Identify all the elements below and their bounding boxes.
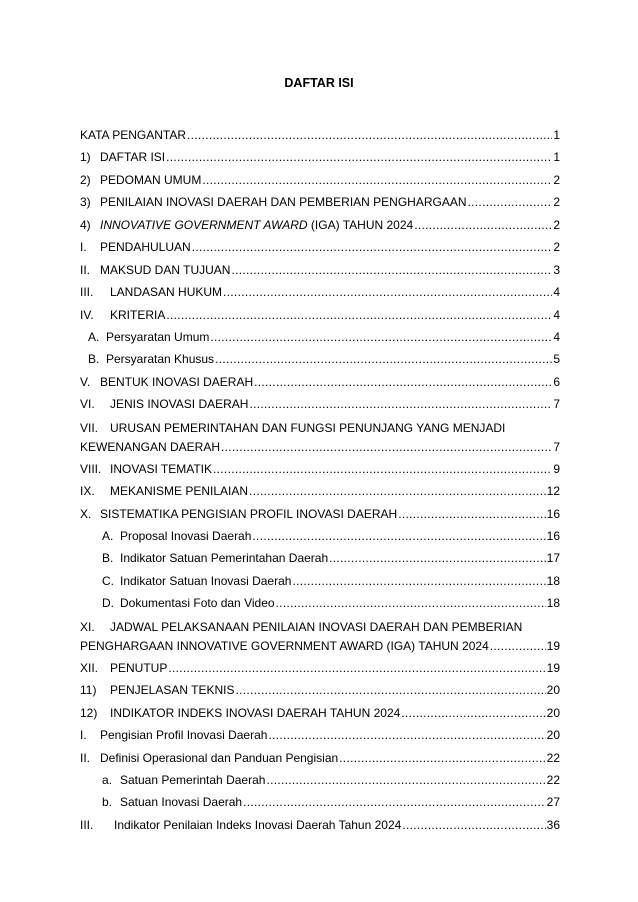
toc-entry-urusan-pemerintahan[interactable] — [80, 420, 560, 456]
toc-number: III. — [80, 285, 94, 300]
toc-label: INOVASI TEMATIK — [110, 461, 213, 476]
toc-dot-leader — [252, 529, 545, 543]
toc-number: C. — [102, 573, 114, 588]
toc-label: PENDAHULUAN — [100, 240, 191, 255]
toc-page-number: 5 — [553, 352, 560, 367]
toc-entry-inovasi-tematik[interactable] — [80, 462, 560, 476]
toc-label: PENGHARGAAN INNOVATIVE GOVERNMENT AWARD (IGA) TAHUN 2024 — [80, 638, 489, 653]
toc-dot-leader — [402, 818, 545, 832]
toc-label: PENJELASAN TEKNIS — [110, 683, 235, 698]
toc-page-number: 2 — [553, 217, 560, 232]
toc-number: A. — [102, 529, 114, 543]
toc-entry-mekanisme-penilaian[interactable] — [80, 484, 560, 498]
toc-dot-leader — [213, 462, 552, 476]
toc-page-number: 2 — [553, 195, 560, 210]
toc-number: IV. — [80, 307, 94, 322]
toc-entry-bentuk-inovasi[interactable] — [80, 375, 560, 389]
toc-dot-leader — [187, 128, 552, 142]
toc-number: 12) — [80, 705, 98, 720]
toc-page-number: 17 — [546, 551, 560, 566]
toc-page-number: 7 — [553, 439, 560, 454]
toc-entry-indikator-penilaian[interactable] — [80, 818, 560, 832]
toc-label: Indikator Satuan Inovasi Daerah — [120, 573, 292, 588]
toc-entry-persyaratan-khusus[interactable] — [80, 352, 560, 366]
toc-entry-daftar-isi[interactable] — [80, 150, 560, 164]
toc-label: Dokumentasi Foto dan Video — [120, 596, 275, 611]
toc-dot-leader — [166, 308, 552, 322]
toc-number: I. — [80, 728, 87, 743]
toc-dot-leader — [192, 240, 553, 254]
toc-dot-leader — [266, 773, 545, 787]
toc-entry-satuan-inovasi-daerah[interactable] — [80, 795, 560, 809]
toc-entry-indikator-satuan-inovasi[interactable] — [80, 574, 560, 588]
toc-label-line1-wrap — [80, 619, 560, 635]
toc-entry-definisi-operasional[interactable] — [80, 751, 560, 765]
toc-label: JENIS INOVASI DAERAH — [110, 397, 249, 412]
toc-label: INDIKATOR INDEKS INOVASI DAERAH TAHUN 2024 — [110, 705, 401, 720]
toc-page-number: 2 — [553, 172, 560, 187]
toc-number: 3) — [80, 195, 91, 210]
toc-entry-sistematika-pengisian[interactable] — [80, 507, 560, 521]
toc-label-line2-wrap — [80, 635, 560, 653]
toc-page-number: 1 — [553, 128, 560, 142]
toc-entry-penilaian-inovasi[interactable] — [80, 195, 560, 209]
toc-entry-maksud-tujuan[interactable] — [80, 263, 560, 277]
toc-dot-leader — [210, 330, 552, 344]
toc-label: BENTUK INOVASI DAERAH — [100, 374, 254, 389]
toc-dot-leader — [202, 173, 552, 187]
toc-dot-leader — [268, 728, 545, 742]
toc-entry-landasan-hukum[interactable] — [80, 285, 560, 299]
toc-entry-indikator-indeks-inovasi[interactable] — [80, 706, 560, 720]
toc-label: Satuan Pemerintah Daerah — [120, 772, 266, 787]
toc-entry-iga-2024[interactable] — [80, 218, 560, 232]
toc-number: b. — [102, 795, 113, 810]
toc-label: Indikator Penilaian Indeks Inovasi Daerah Tahun 2024 — [114, 817, 402, 832]
toc-page-number: 18 — [546, 573, 560, 588]
toc-label: LANDASAN HUKUM — [110, 285, 223, 300]
toc-page-number: 22 — [546, 750, 560, 765]
toc-page-number: 22 — [546, 772, 560, 787]
toc-dot-leader — [236, 683, 546, 697]
toc-label-line1: URUSAN PEMERINTAHAN DAN FUNGSI PENUNJANG YANG MENJADI — [110, 420, 506, 435]
toc-page-number: 4 — [553, 329, 560, 344]
toc-entry-pengisian-profil[interactable] — [80, 728, 560, 742]
toc-dot-leader — [221, 440, 552, 454]
toc-label-line1: JADWAL PELAKSANAAN PENILAIAN INOVASI DAERAH DAN PEMBERIAN — [110, 619, 523, 634]
toc-label: PENUTUP — [110, 660, 168, 675]
toc-label: SISTEMATIKA PENGISIAN PROFIL INOVASI DAERAH — [100, 506, 398, 521]
toc-label: PENILAIAN INOVASI DAERAH DAN PEMBERIAN PENGHARGAAN — [100, 195, 467, 210]
toc-number: 2) — [80, 172, 91, 187]
toc-entry-proposal-inovasi[interactable] — [80, 529, 560, 543]
toc-label: Persyaratan Umum — [106, 329, 210, 344]
toc-label: KEWENANGAN DAERAH — [80, 439, 221, 454]
toc-dot-leader — [292, 574, 545, 588]
toc-page-number: 20 — [546, 705, 560, 720]
toc-page-number: 4 — [553, 307, 560, 322]
toc-label: Pengisian Profil Inovasi Daerah — [100, 728, 268, 743]
toc-label: KRITERIA — [110, 307, 166, 322]
toc-entry-indikator-satuan-pemerintahan[interactable] — [80, 551, 560, 565]
toc-dot-leader — [276, 596, 546, 610]
toc-number: D. — [102, 596, 114, 611]
toc-label-line2-wrap — [80, 436, 560, 454]
toc-number: VIII. — [80, 461, 102, 476]
toc-label: Definisi Operasional dan Panduan Pengisian — [100, 750, 339, 765]
toc-dot-leader — [329, 551, 546, 565]
toc-number: II. — [80, 262, 91, 277]
table-of-contents — [80, 128, 560, 840]
toc-entry-persyaratan-umum[interactable] — [80, 330, 560, 344]
toc-entry-dokumentasi-foto-video[interactable] — [80, 596, 560, 610]
toc-entry-kriteria[interactable] — [80, 308, 560, 322]
toc-label: KATA PENGANTAR — [80, 128, 187, 142]
toc-dot-leader — [414, 218, 552, 232]
toc-page-number: 6 — [553, 374, 560, 389]
toc-label: Indikator Satuan Pemerintahan Daerah — [120, 551, 329, 566]
toc-entry-penutup[interactable] — [80, 661, 560, 675]
toc-entry-kata-pengantar[interactable] — [80, 128, 560, 142]
toc-page-number: 4 — [553, 285, 560, 300]
toc-label: (IGA) TAHUN 2024 — [307, 217, 414, 232]
toc-number: I. — [80, 240, 87, 255]
toc-number: A. — [88, 329, 100, 344]
toc-dot-leader — [401, 706, 545, 720]
toc-dot-leader — [166, 150, 552, 164]
toc-page-number: 19 — [546, 660, 560, 675]
toc-page-number: 20 — [546, 728, 560, 743]
toc-dot-leader — [215, 352, 552, 366]
toc-label-italic: INNOVATIVE GOVERNMENT AWARD — [100, 217, 308, 232]
toc-number: III. — [80, 817, 94, 832]
toc-page-number: 20 — [546, 683, 560, 698]
toc-number: B. — [102, 551, 114, 566]
toc-dot-leader — [223, 285, 552, 299]
toc-page-number: 36 — [546, 817, 560, 832]
toc-entry-satuan-pemerintah-daerah[interactable] — [80, 773, 560, 787]
toc-dot-leader — [249, 397, 552, 411]
toc-label: MAKSUD DAN TUJUAN — [100, 262, 231, 277]
toc-page-number: 19 — [546, 638, 560, 653]
toc-label: PEDOMAN UMUM — [100, 172, 202, 187]
toc-dot-leader — [490, 639, 546, 653]
toc-number: II. — [80, 750, 91, 765]
toc-number: XI. — [80, 619, 95, 634]
toc-dot-leader — [231, 263, 552, 277]
toc-number: B. — [88, 352, 100, 367]
toc-number: 1) — [80, 150, 91, 165]
toc-number: 4) — [80, 217, 91, 232]
toc-dot-leader — [254, 375, 552, 389]
toc-entry-jadwal-pelaksanaan[interactable] — [80, 619, 560, 655]
toc-dot-leader — [243, 795, 546, 809]
toc-page-number: 27 — [546, 795, 560, 810]
toc-page-number: 1 — [553, 150, 560, 165]
toc-page-number: 16 — [546, 506, 560, 521]
toc-entry-jenis-inovasi[interactable] — [80, 397, 560, 411]
toc-page-number: 18 — [546, 596, 560, 611]
toc-entry-penjelasan-teknis[interactable] — [80, 683, 560, 697]
toc-page-number: 12 — [546, 484, 560, 499]
toc-number: X. — [80, 506, 92, 521]
toc-entry-pendahuluan[interactable] — [80, 240, 560, 254]
toc-label: MEKANISME PENILAIAN — [110, 484, 249, 499]
toc-page-number: 3 — [553, 262, 560, 277]
toc-entry-pedoman-umum[interactable] — [80, 173, 560, 187]
toc-dot-leader — [168, 661, 545, 675]
page-title: DAFTAR ISI — [284, 76, 354, 90]
toc-label: Persyaratan Khusus — [106, 352, 215, 367]
toc-label: Proposal Inovasi Daerah — [120, 529, 252, 543]
toc-number: VI. — [80, 397, 95, 412]
toc-dot-leader — [249, 484, 546, 498]
toc-number: V. — [80, 374, 91, 389]
toc-dot-leader — [398, 507, 545, 521]
toc-number: a. — [102, 772, 113, 787]
toc-label: Satuan Inovasi Daerah — [120, 795, 243, 810]
toc-dot-leader — [339, 751, 545, 765]
toc-number: 11) — [80, 683, 97, 698]
toc-number: IX. — [80, 484, 95, 499]
toc-dot-leader — [468, 195, 553, 209]
toc-label: DAFTAR ISI — [100, 150, 166, 165]
toc-page-number: 7 — [553, 397, 560, 412]
toc-number: VII. — [80, 420, 99, 435]
toc-page-number: 9 — [553, 461, 560, 476]
toc-page-number: 2 — [553, 240, 560, 255]
toc-number: XII. — [80, 660, 99, 675]
toc-label-line1-wrap — [80, 420, 560, 436]
toc-page-number: 16 — [546, 529, 560, 543]
